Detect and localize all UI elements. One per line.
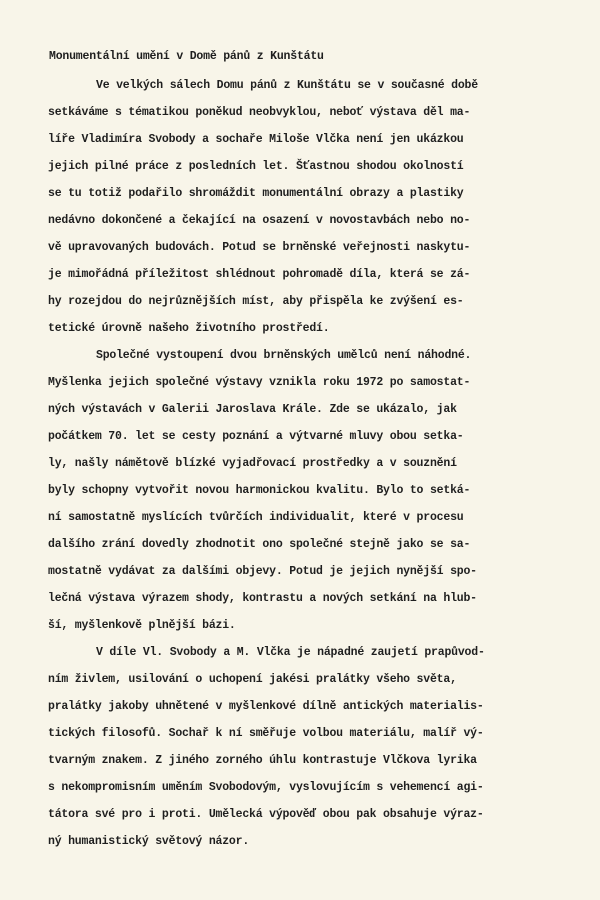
text-line: ní samostatně myslících tvůrčích individualit, které v procesu <box>48 511 464 524</box>
text-line: tických filosofů. Sochař k ní směřuje volbou materiálu, malíř vý- <box>48 727 484 740</box>
text-line: byly schopny vytvořit novou harmonickou kvalitu. Bylo to setká- <box>48 484 471 497</box>
text-line: tetické úrovně našeho životního prostředí. <box>48 322 330 335</box>
text-line: je mimořádná příležitost shlédnout pohromadě díla, která se zá- <box>48 268 471 281</box>
text-line: s nekompromisním uměním Svobodovým, vyslovujícím s vehemencí agi- <box>48 781 484 794</box>
text-line: lečná výstava výrazem shody, kontrastu a nových setkání na hlub- <box>48 592 477 605</box>
text-line: počátkem 70. let se cesty poznání a výtvarné mluvy obou setka- <box>48 430 464 443</box>
text-line: jejich pilné práce z posledních let. Šťastnou shodou okolností <box>48 160 464 173</box>
document-title: Monumentální umění v Domě pánů z Kunštátu <box>49 50 324 63</box>
text-line: ly, našly námětově blízké vyjadřovací prostředky a v souznění <box>48 457 457 470</box>
text-line: nedávno dokončené a čekající na osazení v novostavbách nebo no- <box>48 214 471 227</box>
text-line: tátora své pro i proti. Umělecká výpověď obou pak obsahuje výraz- <box>48 808 484 821</box>
text-line: setkáváme s tématikou poněkud neobvyklou, neboť výstava děl ma- <box>48 106 471 119</box>
text-line: Společné vystoupení dvou brněnských umělců není náhodné. <box>96 349 472 362</box>
text-line: se tu totiž podařilo shromáždit monumentální obrazy a plastiky <box>48 187 464 200</box>
text-line: líře Vladimíra Svobody a sochaře Miloše Vlčka není jen ukázkou <box>48 133 464 146</box>
text-line: ním živlem, usilování o uchopení jakési pralátky všeho světa, <box>48 673 457 686</box>
text-line: hy rozejdou do nejrůznějších míst, aby přispěla ke zvýšení es- <box>48 295 464 308</box>
text-line: ší, myšlenkově plnější bázi. <box>48 619 236 632</box>
text-line: V díle Vl. Svobody a M. Vlčka je nápadné zaujetí prapůvod- <box>96 646 485 659</box>
text-line: ný humanistický světový názor. <box>48 835 250 848</box>
text-line: tvarným znakem. Z jiného zorného úhlu kontrastuje Vlčkova lyrika <box>48 754 477 767</box>
text-line: vě upravovaných budovách. Potud se brněnské veřejnosti naskytu- <box>48 241 471 254</box>
text-line: dalšího zrání dovedly zhodnotit ono společné stejně jako se sa- <box>48 538 471 551</box>
text-line: mostatně vydávat za dalšími objevy. Potud je jejich nynější spo- <box>48 565 477 578</box>
text-line: Myšlenka jejich společné výstavy vznikla roku 1972 po samostat- <box>48 376 471 389</box>
text-line: ných výstavách v Galerii Jaroslava Krále. Zde se ukázalo, jak <box>48 403 457 416</box>
text-line: pralátky jakoby uhnětené v myšlenkové dílně antických materialis- <box>48 700 484 713</box>
text-line: Ve velkých sálech Domu pánů z Kunštátu se v současné době <box>96 79 478 92</box>
